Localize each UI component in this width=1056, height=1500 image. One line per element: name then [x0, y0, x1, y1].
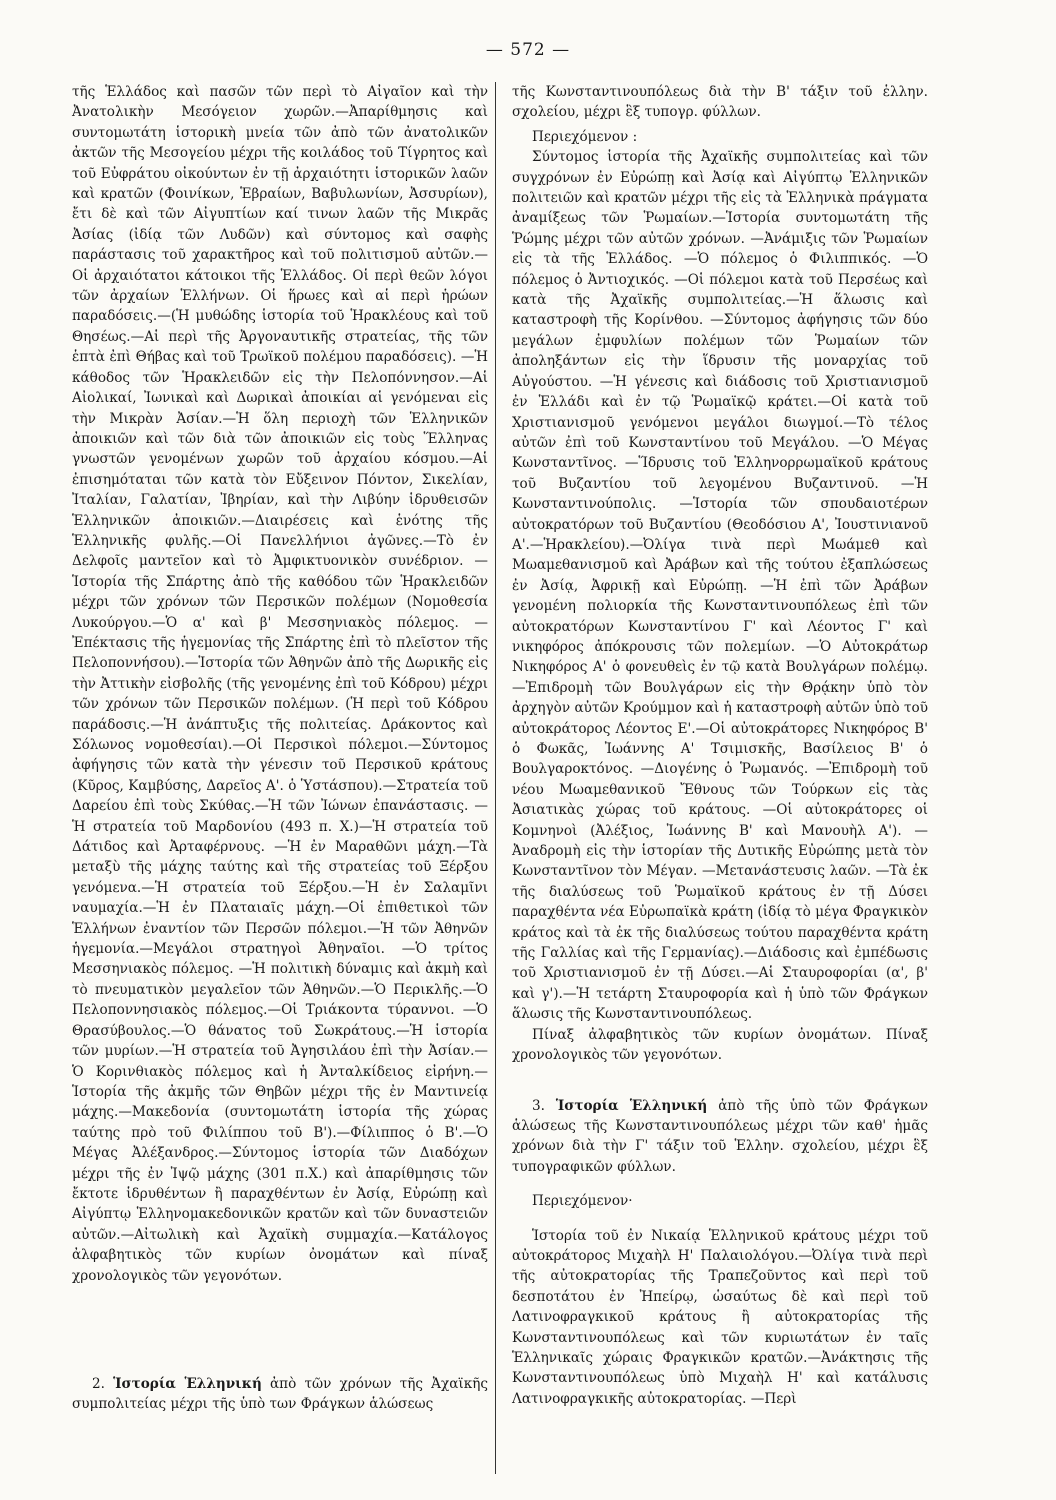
section-3-text: ἀπὸ τῆς ὑπὸ τῶν Φράγκων ἁλώσεως τῆς Κωνσταντινουπόλεως μέχρι τῶν καθ' ἡμᾶς χρόνων διὰ τὴν Γ' τάξιν τοῦ Ἑλλην. σχολείου, μέχρι ἓξ τυπογραφικῶν φύλλων. [512, 1097, 929, 1175]
left-column [72, 82, 488, 1415]
column-divider [495, 82, 496, 1474]
left-paragraph-1: τῆς Ἑλλάδος καὶ πασῶν τῶν περὶ τὸ Αἰγαῖον καὶ τὴν Ἀνατολικὴν Μεσόγειον χωρῶν.—Ἀπαρίθμησις καὶ συντομωτάτη ἱστορικὴ μνεία τῶν ἀπὸ τῶν ἀνατολικῶν ἀκτῶν τῆς Μεσογείου μέχρι τῆς κοιλάδος τοῦ Τίγρητος καὶ τοῦ Εὐφράτου οἰκούντων ἐν τῇ ἀρχαιότητι ἱστορικῶν λαῶν καὶ κρατῶν (Φοινίκων, Ἑβραίων, Βαβυλωνίων, Ἀσσυρίων), ἔτι δὲ καὶ τῶν Αἰγυπτίων καί τινων λαῶν τῆς Μικρᾶς Ἀσίας (ἰδίᾳ τῶν Λυδῶν) καὶ σύντομος καὶ σαφὴς παράστασις τοῦ χαρακτῆρος καὶ τοῦ πολιτισμοῦ αὐτῶν.—Οἱ ἀρχαιότατοι κάτοικοι τῆς Ἑλλάδος. Οἱ περὶ θεῶν λόγοι τῶν ἀρχαίων Ἑλλήνων. Οἱ ἥρωες καὶ αἱ περὶ ἡρώων παραδόσεις.—(Ἡ μυθώδης ἱστορία τοῦ Ἡρακλέους καὶ τοῦ Θησέως.—Αἱ περὶ τῆς Ἀργοναυτικῆς στρατείας, τῆς τῶν ἑπτὰ ἐπὶ Θήβας καὶ τοῦ Τρωϊκοῦ πολέμου παραδόσεις). —Ἡ κάθοδος τῶν Ἡρακλειδῶν εἰς τὴν Πελοπόννησον.—Αἱ Αἰολικαί, Ἰωνικαὶ καὶ Δωρικαὶ ἀποικίαι αἱ γενόμεναι εἰς τὴν Μικρὰν Ἀσίαν.—Ἡ ὅλη περιοχὴ τῶν Ἑλληνικῶν ἀποικιῶν καὶ τῶν διὰ τῶν ἀποικιῶν εἰς τοὺς Ἕλληνας γνωστῶν γενομένων χωρῶν τοῦ ἀρχαίου κόσμου.—Αἱ ἐπισημόταται τῶν κατὰ τὸν Εὔξεινον Πόντον, Σικελίαν, Ἰταλίαν, Γαλατίαν, Ἰβηρίαν, καὶ τὴν Λιβύην ἱδρυθεισῶν Ἑλληνικῶν ἀποικιῶν.—Διαιρέσεις καὶ ἑνότης τῆς Ἑλληνικῆς φυλῆς.—Οἱ Πανελλήνιοι ἀγῶνες.—Τὸ ἐν Δελφοῖς μαντεῖον καὶ τὸ Ἀμφικτυονικὸν συνέδριον. —Ἱστορία τῆς Σπάρτης ἀπὸ τῆς καθόδου τῶν Ἡρακλειδῶν μέχρι τῶν χρόνων τῶν Περσικῶν πολέμων (Νομοθεσία Λυκούργου.—Ὁ α' καὶ β' Μεσσηνιακὸς πόλεμος. —Ἐπέκτασις τῆς ἡγεμονίας τῆς Σπάρτης ἐπὶ τὸ πλεῖστον τῆς Πελοποννήσου).—Ἱστορία τῶν Ἀθηνῶν ἀπὸ τῆς Δωρικῆς εἰς τὴν Ἀττικὴν εἰσβολῆς (τῆς γενομένης ἐπὶ τοῦ Κόδρου) μέχρι τῶν χρόνων τῶν Περσικῶν πολέμων. (Ἡ περὶ τοῦ Κόδρου παράδοσις.—Ἡ ἀνάπτυξις τῆς πολιτείας. Δράκοντος καὶ Σόλωνος νομοθεσίαι).—Οἱ Περσικοὶ πόλεμοι.—Σύντομος ἀφήγησις τῶν κατὰ τὴν γένεσιν τοῦ Περσικοῦ κράτους (Κῦρος, Καμβύσης, Δαρεῖος Α'. ὁ Ὑστάσπου).—Στρατεία τοῦ Δαρείου ἐπὶ τοὺς Σκύθας.—Ἡ τῶν Ἰώνων ἐπανάστασις. —Ἡ στρατεία τοῦ Μαρδονίου (493 π. Χ.)—Ἡ στρατεία τοῦ Δάτιδος καὶ Ἀρταφέρνους. —Ἡ ἐν Μαραθῶνι μάχη.—Τὰ μεταξὺ τῆς μάχης ταύτης καὶ τῆς στρατείας τοῦ Ξέρξου γενόμενα.—Ἡ στρατεία τοῦ Ξέρξου.—Ἡ ἐν Σαλαμῖνι ναυμαχία.—Ἡ ἐν Πλαταιαῖς μάχη.—Οἱ ἐπιθετικοὶ τῶν Ἑλλήνων ἐναντίον τῶν Περσῶν πόλεμοι.—Ἡ τῶν Ἀθηνῶν ἡγεμονία.—Μεγάλοι στρατηγοὶ Ἀθηναῖοι. —Ὁ τρίτος Μεσσηνιακὸς πόλεμος. —Ἡ πολιτικὴ δύναμις καὶ ἀκμὴ καὶ τὸ πνευματικὸν μεγαλεῖον τῶν Ἀθηνῶν.—Ὁ Περικλῆς.—Ὁ Πελοποννησιακὸς πόλεμος.—Οἱ Τριάκοντα τύραννοι. —Ὁ Θρασύβουλος.—Ὁ θάνατος τοῦ Σωκράτους.—Ἡ ἱστορία τῶν μυρίων.—Ἡ στρατεία τοῦ Ἀγησιλάου ἐπὶ τὴν Ἀσίαν.—Ὁ Κορινθιακὸς πόλεμος καὶ ἡ Ἀνταλκίδειος εἰρήνη.—Ἱστορία τῆς ἀκμῆς τῶν Θηβῶν μέχρι τῆς ἐν Μαντινείᾳ μάχης.—Μακεδονία (συντομωτάτη ἱστορία τῆς χώρας ταύτης πρὸ τοῦ Φιλίππου τοῦ Β').—Φίλιππος ὁ Β'.—Ὁ Μέγας Ἀλέξανδρος.—Σύντομος ἱστορία τῶν Διαδόχων μέχρι τῆς ἐν Ἰψῷ μάχης (301 π.Χ.) καὶ ἀπαρίθμησις τῶν ἔκτοτε ἱδρυθέντων ἢ παραχθέντων ἐν Ἀσίᾳ, Εὐρώπῃ καὶ Αἰγύπτῳ Ἑλληνομακεδονικῶν κρατῶν καὶ τῶν δυναστειῶν αὐτῶν.—Αἰτωλικὴ καὶ Ἀχαϊκὴ συμμαχία.—Κατάλογος ἀλφαβητικὸς τῶν κυρίων ὀνομάτων καὶ πίναξ χρονολογικὸς τῶν γεγονότων. [72, 84, 488, 1284]
right-paragraph-4: Ἱστορία τοῦ ἐν Νικαίᾳ Ἑλληνικοῦ κράτους μέχρι τοῦ αὐτοκράτορος Μιχαὴλ Η' Παλαιολόγου.—Ὀλίγα τινὰ περὶ τῆς αὐτοκρατορίας τῆς Τραπεζοῦντος καὶ περὶ τοῦ δεσποτάτου ἐν Ἠπείρῳ, ὡσαύτως δὲ καὶ περὶ τοῦ Λατινοφραγκικοῦ κράτους ἢ αὐτοκρατορίας τῆς Κωνσταντινουπόλεως καὶ τῶν κυριωτάτων ἐν ταῖς Ἑλληνικαῖς χώραις Φραγκικῶν κρατῶν.—Ἀνάκτησις τῆς Κωνσταντινουπόλεως ὑπὸ Μιχαὴλ Η' καὶ κατάλυσις Λατινοφραγκικῆς αὐτοκρατορίας. —Περὶ [512, 1227, 928, 1407]
right-paragraph-2: Σύντομος ἱστορία τῆς Ἀχαϊκῆς συμπολιτείας καὶ τῶν συγχρόνων ἐν Εὐρώπῃ καὶ Ἀσίᾳ καὶ Αἰγύπτῳ Ἑλληνικῶν πολιτειῶν καὶ κρατῶν μέχρι τῆς εἰς τὰ Ἑλληνικὰ πράγματα ἀναμίξεως τῶν Ῥωμαίων.—Ἱστορία συντομωτάτη τῆς Ῥώμης μέχρι τῶν αὐτῶν χρόνων. —Ἀνάμιξις τῶν Ῥωμαίων εἰς τὰ τῆς Ἑλλάδος. —Ὁ πόλεμος ὁ Φιλιππικός. —Ὁ πόλεμος ὁ Ἀντιοχικός. —Οἱ πόλεμοι κατὰ τοῦ Περσέως καὶ κατὰ τῆς Ἀχαϊκῆς συμπολιτείας.—Ἡ ἅλωσις καὶ καταστροφὴ τῆς Κορίνθου. —Σύντομος ἀφήγησις τῶν δύο μεγάλων ἐμφυλίων πολέμων τῶν Ῥωμαίων τῶν ἀποληξάντων εἰς τὴν ἵδρυσιν τῆς μοναρχίας τοῦ Αὐγούστου. —Ἡ γένεσις καὶ διάδοσις τοῦ Χριστιανισμοῦ ἐν Ἑλλάδι καὶ ἐν τῷ Ῥωμαϊκῷ κράτει.—Οἱ κατὰ τοῦ Χριστιανισμοῦ γενόμενοι μεγάλοι διωγμοί.—Τὸ τέλος αὐτῶν ἐπὶ τοῦ Κωνσταντίνου τοῦ Μεγάλου. —Ὁ Μέγας Κωνσταντῖνος. —Ἵδρυσις τοῦ Ἑλληνορρωμαϊκοῦ κράτους τοῦ Βυζαντίου τοῦ λεγομένου Βυζαντινοῦ. —Ἡ Κωνσταντινούπολις. —Ἱστορία τῶν σπουδαιοτέρων αὐτοκρατόρων τοῦ Βυζαντίου (Θεοδόσιου Α', Ἰουστινιανοῦ Α'.—Ἡρακλείου).—Ὀλίγα τινὰ περὶ Μωάμεθ καὶ Μωαμεθανισμοῦ καὶ Ἀράβων καὶ τῆς τούτου ἐξαπλώσεως ἐν Ἀσίᾳ, Ἀφρικῇ καὶ Εὐρώπῃ. —Ἡ ἐπὶ τῶν Ἀράβων γενομένη πολιορκία τῆς Κωνσταντινουπόλεως ἐπὶ τῶν αὐτοκρατόρων Κωνσταντίνου Γ' καὶ Λέοντος Γ' καὶ νικηφόρος ἀπόκρουσις τῶν πολεμίων. —Ὁ Αὐτοκράτωρ Νικηφόρος Α' ὁ φονευθεὶς ἐν τῷ κατὰ Βουλγάρων πολέμῳ. —Ἐπιδρομὴ τῶν Βουλγάρων εἰς τὴν Θρᾴκην ὑπὸ τὸν ἀρχηγὸν αὐτῶν Κρούμμον καὶ ἡ καταστροφὴ αὐτῶν ὑπὸ τοῦ αὐτοκράτορος Λέοντος Ε'.—Οἱ αὐτοκράτορες Νικηφόρος Β' ὁ Φωκᾶς, Ἰωάννης Α' Τσιμισκῆς, Βασίλειος Β' ὁ Βουλγαροκτόνος. —Διογένης ὁ Ῥωμανός. —Ἐπιδρομὴ τοῦ νέου Μωαμεθανικοῦ Ἔθνους τῶν Τούρκων εἰς τὰς Ἀσιατικὰς χώρας τοῦ κράτους. —Οἱ αὐτοκράτορες οἱ Κομνηνοὶ (Ἀλέξιος, Ἰωάννης Β' καὶ Μανουὴλ Α'). —Ἀναδρομὴ εἰς τὴν ἱστορίαν τῆς Δυτικῆς Εὐρώπης μετὰ τὸν Κωνσταντῖνον τὸν Μέγαν. —Μετανάστευσις λαῶν. —Τὰ ἐκ τῆς διαλύσεως τοῦ Ῥωμαϊκοῦ κράτους ἐν τῇ Δύσει παραχθέντα νέα Εὐρωπαϊκὰ κράτη (ἰδίᾳ τὸ μέγα Φραγκικὸν κράτος καὶ τὰ ἐκ τῆς διαλύσεως τούτου παραχθέντα κράτη τῆς Γαλλίας καὶ τῆς Γερμανίας).—Διάδοσις καὶ ἐμπέδωσις τοῦ Χριστιανισμοῦ ἐν τῇ Δύσει.—Αἱ Σταυροφορίαι (α', β' καὶ γ').—Ἡ τετάρτη Σταυροφορία καὶ ἡ ὑπὸ τῶν Φράγκων ἅλωσις τῆς Κωνσταντινουπόλεως. [512, 149, 928, 1023]
section-2-number: 2. [92, 1375, 105, 1392]
section-2-text: ἀπὸ τῶν χρόνων τῆς Ἀχαϊκῆς συμπολιτείας μέχρι τῆς ὑπὸ των Φράγκων ἁλώσεως [72, 1375, 488, 1413]
right-paragraph-3: Πίναξ ἀλφαβητικὸς τῶν κυρίων ὀνομάτων. Πίναξ χρονολογικὸς τῶν γεγονότων. [512, 1026, 928, 1064]
page-number: — 572 — [485, 40, 571, 60]
section-3-heading: Ἱστορία Ἑλληνική [555, 1097, 708, 1114]
section-2-heading: Ἱστορία Ἑλληνική [113, 1375, 262, 1392]
contents-label-1: Περιεχόμενον : [532, 128, 638, 145]
right-column [512, 82, 928, 1409]
right-continuation: τῆς Κωνσταντινουπόλεως διὰ τὴν Β' τάξιν τοῦ ἑλλην. σχολείου, μέχρι ἓξ τυπογρ. φύλλων. [512, 84, 928, 121]
contents-label-2: Περιεχόμενον· [532, 1193, 633, 1210]
section-3-number: 3. [532, 1097, 545, 1114]
section-3-entry [512, 1096, 928, 1178]
section-2-entry [72, 1374, 488, 1415]
